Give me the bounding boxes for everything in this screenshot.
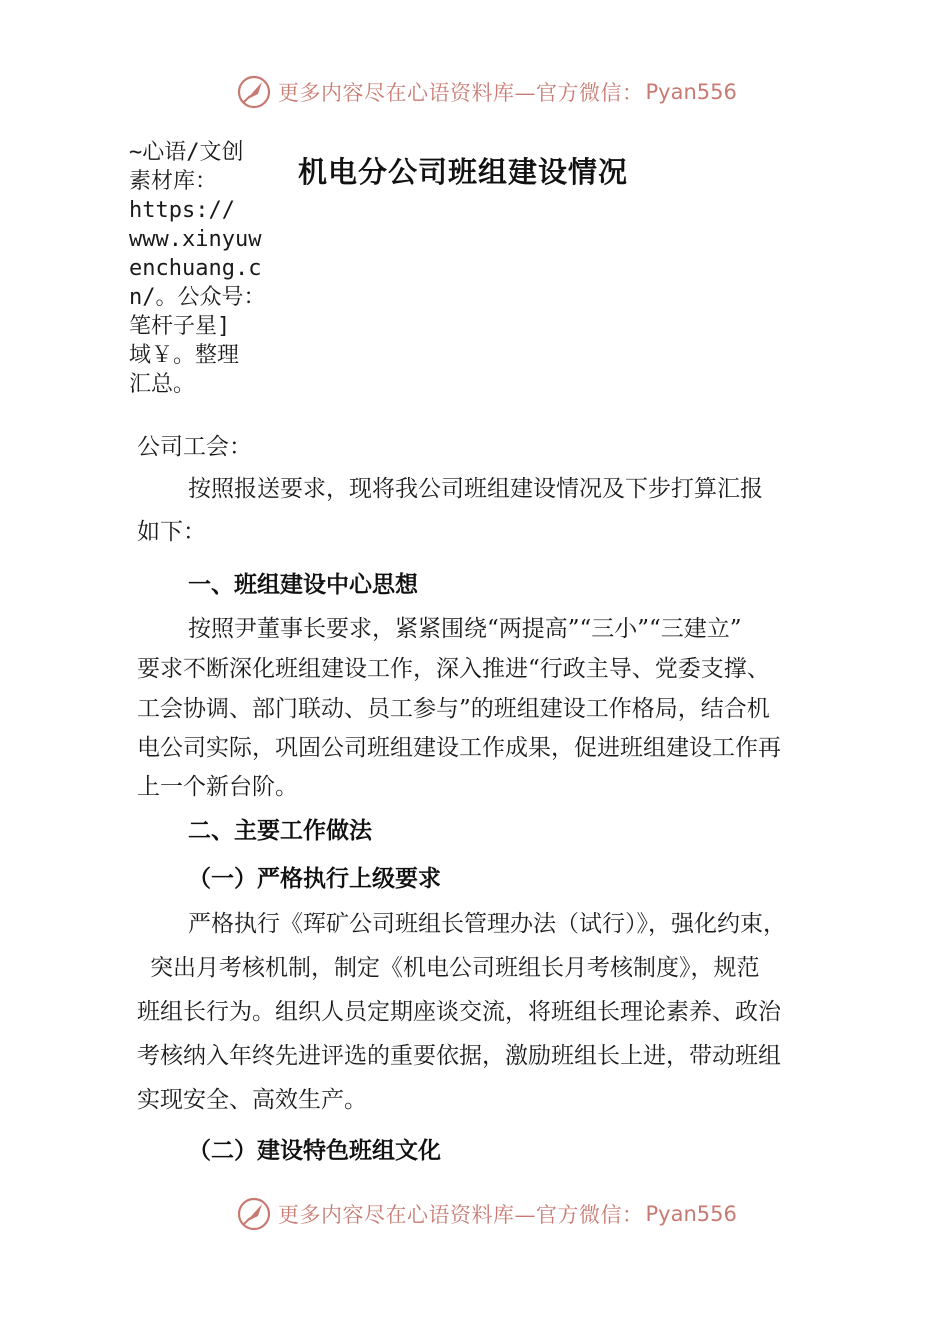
side-note-line: 域￥。整理 <box>129 343 240 368</box>
side-note-line: n/。公众号： <box>129 285 266 310</box>
watermark-text: 更多内容尽在心语资料库—官方微信： <box>278 81 644 105</box>
side-note <box>129 138 269 399</box>
paragraph-line: 要求不断深化班组建设工作，深入推进“行政主导、党委支撑、 <box>137 656 770 682</box>
quill-logo-icon <box>236 74 272 110</box>
side-note-line: 笔杆子星] <box>129 314 231 339</box>
side-note-line: 素材库： <box>129 169 218 194</box>
side-note-line: 汇总。 <box>129 372 196 397</box>
watermark-handle: Pyan556 <box>645 80 737 104</box>
salutation: 公司工会： <box>137 434 252 460</box>
paragraph-line: 按照尹董事长要求，紧紧围绕“两提高”“三小”“三建立” <box>188 616 742 642</box>
watermark-text: 更多内容尽在心语资料库—官方微信： <box>278 1203 644 1227</box>
paragraph-line: 班组长行为。组织人员定期座谈交流，将班组长理论素养、政治 <box>137 999 781 1025</box>
watermark-handle: Pyan556 <box>645 1202 737 1226</box>
watermark-banner-top <box>236 72 737 112</box>
section-heading-1: 一、班组建设中心思想 <box>188 572 418 598</box>
paragraph-line: 工会协调、部门联动、员工参与”的班组建设工作格局，结合机 <box>137 696 770 722</box>
paragraph-line: 严格执行《珲矿公司班组长管理办法（试行）》，强化约束， <box>188 911 786 937</box>
paragraph-line: 实现安全、高效生产。 <box>137 1087 367 1113</box>
side-note-line: www.xinyuw <box>129 227 262 252</box>
side-note-line: ~心语/文创 <box>129 140 244 165</box>
paragraph-line: 上一个新台阶。 <box>137 774 298 800</box>
watermark-banner-bottom <box>236 1194 737 1234</box>
subsection-heading-2: （二）建设特色班组文化 <box>188 1138 441 1164</box>
section-heading-2: 二、主要工作做法 <box>188 818 372 844</box>
document-title: 机电分公司班组建设情况 <box>298 155 629 189</box>
paragraph-line: 电公司实际，巩固公司班组建设工作成果，促进班组建设工作再 <box>137 735 781 761</box>
side-note-line: https:// <box>129 198 235 223</box>
quill-logo-icon <box>236 1196 272 1232</box>
intro-line: 按照报送要求，现将我公司班组建设情况及下步打算汇报 <box>188 476 763 502</box>
intro-line: 如下： <box>137 519 206 545</box>
side-note-line: enchuang.c <box>129 256 262 281</box>
paragraph-line: 突出月考核机制，制定《机电公司班组长月考核制度》，规范 <box>150 955 760 981</box>
subsection-heading-1: （一）严格执行上级要求 <box>188 866 441 892</box>
paragraph-line: 考核纳入年终先进评选的重要依据，激励班组长上进，带动班组 <box>137 1043 781 1069</box>
